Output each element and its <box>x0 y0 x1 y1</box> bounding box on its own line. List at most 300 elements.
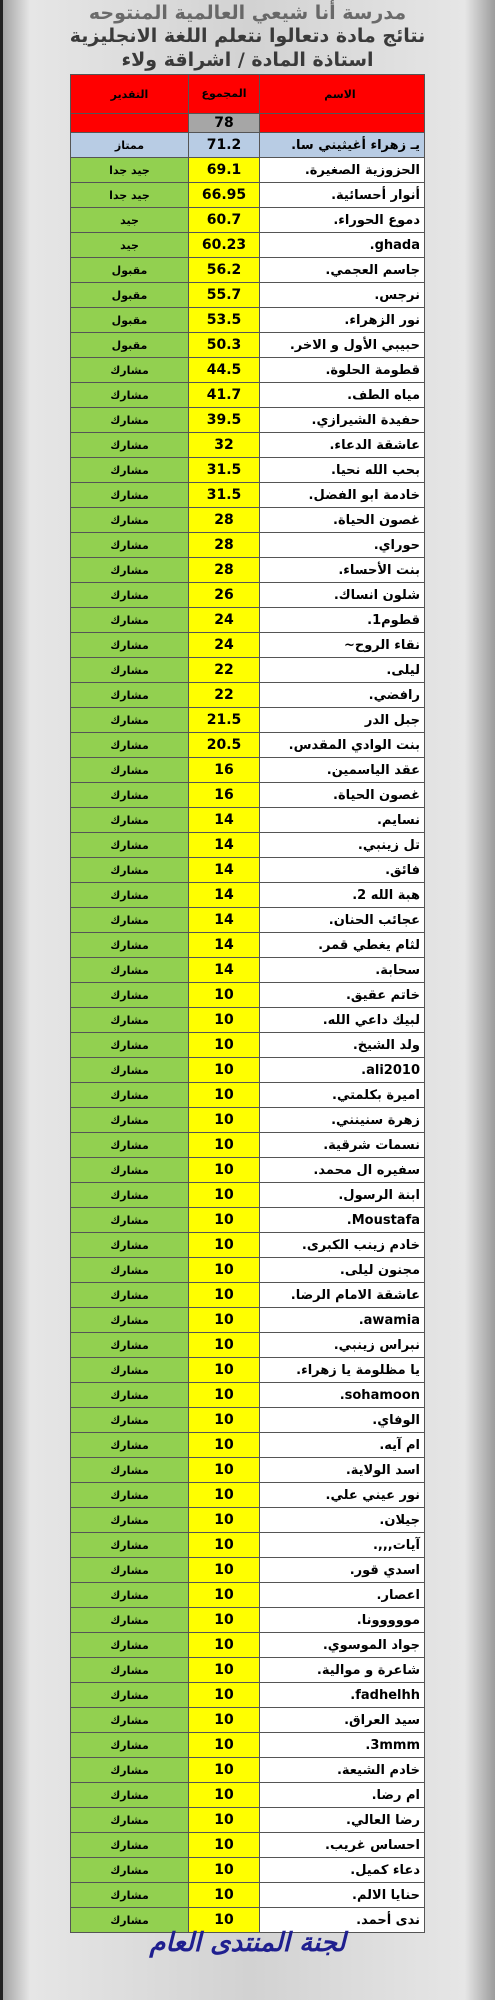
name-cell: غصون الحياة. <box>260 508 425 533</box>
table-row <box>71 733 425 758</box>
score-cell: 10 <box>189 1183 260 1208</box>
grade-cell: مشارك <box>71 733 189 758</box>
score-cell: 10 <box>189 1133 260 1158</box>
name-cell: ام رضا. <box>260 1783 425 1808</box>
grade-cell: مشارك <box>71 858 189 883</box>
name-cell: خادم الشيعة. <box>260 1758 425 1783</box>
score-cell: 10 <box>189 1283 260 1308</box>
score-cell: 16 <box>189 783 260 808</box>
table-row <box>71 633 425 658</box>
name-cell: ali2010. <box>260 1058 425 1083</box>
grade-cell: مشارك <box>71 1258 189 1283</box>
name-cell: زهرة سنينني. <box>260 1108 425 1133</box>
score-cell: 32 <box>189 433 260 458</box>
name-cell: سحابة. <box>260 958 425 983</box>
score-cell: 10 <box>189 1858 260 1883</box>
name-cell: 3mmm. <box>260 1733 425 1758</box>
grade-cell: مشارك <box>71 1908 189 1933</box>
table-row <box>71 983 425 1008</box>
grade-cell: مشارك <box>71 408 189 433</box>
grade-cell: مشارك <box>71 1458 189 1483</box>
table-row <box>71 1208 425 1233</box>
grade-cell: مشارك <box>71 658 189 683</box>
name-cell: رافضي. <box>260 683 425 708</box>
score-cell: 60.23 <box>189 233 260 258</box>
score-cell: 10 <box>189 1458 260 1483</box>
grade-cell: مشارك <box>71 983 189 1008</box>
grade-cell: مشارك <box>71 1433 189 1458</box>
grade-cell: جيد جدا <box>71 158 189 183</box>
score-cell: 10 <box>189 1633 260 1658</box>
grade-cell: مقبول <box>71 258 189 283</box>
table-row <box>71 858 425 883</box>
grade-cell: مشارك <box>71 933 189 958</box>
score-cell: 28 <box>189 508 260 533</box>
score-cell: 10 <box>189 1083 260 1108</box>
grade-cell: مشارك <box>71 1708 189 1733</box>
score-cell: 10 <box>189 1808 260 1833</box>
grade-cell: مقبول <box>71 283 189 308</box>
table-row <box>71 583 425 608</box>
table-row <box>71 1308 425 1333</box>
grade-column-header: التقدير <box>71 75 189 114</box>
table-row <box>71 433 425 458</box>
name-cell: بنت الوادي المقدس. <box>260 733 425 758</box>
max-score-blank-cell <box>260 114 425 133</box>
name-cell: حنايا الالم. <box>260 1883 425 1908</box>
score-cell: 53.5 <box>189 308 260 333</box>
score-cell: 10 <box>189 1783 260 1808</box>
score-cell: 10 <box>189 1733 260 1758</box>
grade-cell: مشارك <box>71 558 189 583</box>
score-cell: 10 <box>189 1233 260 1258</box>
table-row <box>71 483 425 508</box>
grade-cell: مشارك <box>71 1358 189 1383</box>
table-row <box>71 308 425 333</box>
name-cell: فائق. <box>260 858 425 883</box>
table-row <box>71 1033 425 1058</box>
name-cell: لثام يغطي قمر. <box>260 933 425 958</box>
score-cell: 10 <box>189 1308 260 1333</box>
score-cell: 10 <box>189 1833 260 1858</box>
grade-cell: مشارك <box>71 1658 189 1683</box>
grade-cell: مشارك <box>71 1208 189 1233</box>
grade-cell: مشارك <box>71 633 189 658</box>
score-cell: 66.95 <box>189 183 260 208</box>
grade-cell: مشارك <box>71 1758 189 1783</box>
name-cell: شاعرة و موالية. <box>260 1658 425 1683</box>
table-row <box>71 883 425 908</box>
grade-cell: مشارك <box>71 883 189 908</box>
score-cell: 22 <box>189 658 260 683</box>
score-cell: 26 <box>189 583 260 608</box>
table-row <box>71 608 425 633</box>
name-cell: أنوار أحسائية. <box>260 183 425 208</box>
teacher-credit: استاذة المادة / اشراقة ولاء <box>121 49 374 71</box>
name-cell: نور عيني علي. <box>260 1483 425 1508</box>
table-row <box>71 758 425 783</box>
score-cell: 44.5 <box>189 358 260 383</box>
name-cell: خادم زينب الكبرى. <box>260 1233 425 1258</box>
grade-cell: مشارك <box>71 1083 189 1108</box>
max-score-blank-cell <box>71 114 189 133</box>
grade-cell: جيد جدا <box>71 183 189 208</box>
grade-cell: مشارك <box>71 1158 189 1183</box>
name-cell: ghada. <box>260 233 425 258</box>
score-cell: 10 <box>189 1383 260 1408</box>
grade-cell: مشارك <box>71 458 189 483</box>
score-cell: 14 <box>189 908 260 933</box>
score-cell: 24 <box>189 608 260 633</box>
max-score-row <box>71 114 425 133</box>
grade-cell: ممتاز <box>71 133 189 158</box>
table-row <box>71 933 425 958</box>
score-cell: 31.5 <box>189 483 260 508</box>
table-row <box>71 1458 425 1483</box>
score-cell: 14 <box>189 883 260 908</box>
name-cell: آيات,,,. <box>260 1533 425 1558</box>
table-row <box>71 333 425 358</box>
grade-cell: مشارك <box>71 708 189 733</box>
grade-cell: مشارك <box>71 483 189 508</box>
table-row <box>71 833 425 858</box>
name-cell: ابنة الرسول. <box>260 1183 425 1208</box>
grade-cell: مشارك <box>71 1183 189 1208</box>
name-cell: مووووونا. <box>260 1608 425 1633</box>
score-cell: 69.1 <box>189 158 260 183</box>
grade-cell: مشارك <box>71 1483 189 1508</box>
score-cell: 39.5 <box>189 408 260 433</box>
grade-cell: مشارك <box>71 683 189 708</box>
name-cell: سفيره ال محمد. <box>260 1158 425 1183</box>
score-cell: 10 <box>189 1108 260 1133</box>
grade-cell: مشارك <box>71 1858 189 1883</box>
max-score-cell: 78 <box>189 114 260 133</box>
score-cell: 10 <box>189 1608 260 1633</box>
name-cell: حفيدة الشيرازي. <box>260 408 425 433</box>
grade-cell: مشارك <box>71 533 189 558</box>
grade-cell: مشارك <box>71 958 189 983</box>
score-column-header-label: المجموع <box>189 87 259 101</box>
table-row <box>71 708 425 733</box>
name-cell: غصون الحياة. <box>260 783 425 808</box>
table-row <box>71 1258 425 1283</box>
table-row <box>71 1683 425 1708</box>
table-row <box>71 1658 425 1683</box>
table-row <box>71 383 425 408</box>
grade-cell: مشارك <box>71 1008 189 1033</box>
grade-cell: مشارك <box>71 1558 189 1583</box>
grade-cell: مشارك <box>71 1883 189 1908</box>
left-frame-border <box>0 0 3 2000</box>
grade-cell: مشارك <box>71 433 189 458</box>
name-cell: شلون انساك. <box>260 583 425 608</box>
table-row <box>71 533 425 558</box>
score-cell: 21.5 <box>189 708 260 733</box>
table-row <box>71 1133 425 1158</box>
name-cell: قطوم1. <box>260 608 425 633</box>
score-cell: 10 <box>189 1058 260 1083</box>
grade-cell: مشارك <box>71 833 189 858</box>
score-cell: 10 <box>189 1258 260 1283</box>
table-row <box>71 1283 425 1308</box>
table-row <box>71 1533 425 1558</box>
name-cell: نور الزهراء. <box>260 308 425 333</box>
name-cell: نرجس. <box>260 283 425 308</box>
name-cell: اعصار. <box>260 1583 425 1608</box>
grade-cell: مشارك <box>71 1283 189 1308</box>
score-cell: 10 <box>189 1408 260 1433</box>
results-title: نتائج مادة دتعالوا نتعلم اللغة الانجليزية <box>69 25 426 47</box>
table-row <box>71 508 425 533</box>
score-column-header <box>189 75 260 114</box>
table-row <box>71 1108 425 1133</box>
grade-cell: مشارك <box>71 1633 189 1658</box>
grade-cell: مشارك <box>71 1533 189 1558</box>
table-row <box>71 558 425 583</box>
name-cell: مياه الطف. <box>260 383 425 408</box>
name-cell: عجائب الحنان. <box>260 908 425 933</box>
score-cell: 10 <box>189 1683 260 1708</box>
name-cell: هبة الله 2. <box>260 883 425 908</box>
grade-cell: جيد <box>71 208 189 233</box>
name-cell: عاشقة الامام الرضا. <box>260 1283 425 1308</box>
grade-cell: مشارك <box>71 1058 189 1083</box>
name-cell: جبل الدر <box>260 708 425 733</box>
table-row <box>71 1883 425 1908</box>
score-cell: 10 <box>189 1483 260 1508</box>
table-row <box>71 908 425 933</box>
table-row <box>71 1408 425 1433</box>
name-cell: سيد العراق. <box>260 1708 425 1733</box>
name-cell: نسمات شرقية. <box>260 1133 425 1158</box>
score-cell: 10 <box>189 1358 260 1383</box>
score-cell: 10 <box>189 1758 260 1783</box>
score-cell: 10 <box>189 1333 260 1358</box>
name-cell: sohamoon. <box>260 1383 425 1408</box>
grade-cell: مشارك <box>71 908 189 933</box>
school-title: مدرسة أنا شيعي العالمية المنتوحه <box>88 2 407 24</box>
name-cell: fadhelhh. <box>260 1683 425 1708</box>
grade-cell: مشارك <box>71 1308 189 1333</box>
grade-cell: مشارك <box>71 1108 189 1133</box>
name-cell: لبيك داعي الله. <box>260 1008 425 1033</box>
table-row <box>71 658 425 683</box>
table-row <box>71 283 425 308</box>
name-cell: نبراس زينبي. <box>260 1333 425 1358</box>
table-row <box>71 1483 425 1508</box>
score-cell: 10 <box>189 1708 260 1733</box>
grade-cell: مقبول <box>71 308 189 333</box>
table-row <box>71 1558 425 1583</box>
table-row <box>71 1583 425 1608</box>
name-cell: جاسم العجمي. <box>260 258 425 283</box>
grade-cell: مشارك <box>71 1033 189 1058</box>
name-cell: بحب الله نحيا. <box>260 458 425 483</box>
score-cell: 28 <box>189 558 260 583</box>
name-cell: نقاء الروح~ <box>260 633 425 658</box>
grade-cell: مشارك <box>71 1333 189 1358</box>
table-row <box>71 1008 425 1033</box>
score-cell: 14 <box>189 933 260 958</box>
table-row <box>71 1608 425 1633</box>
name-cell: احساس غريب. <box>260 1833 425 1858</box>
name-cell: جواد الموسوي. <box>260 1633 425 1658</box>
grade-cell: مشارك <box>71 583 189 608</box>
table-row <box>71 1358 425 1383</box>
score-cell: 10 <box>189 1208 260 1233</box>
grade-cell: مشارك <box>71 1683 189 1708</box>
table-row <box>71 683 425 708</box>
name-cell: ولد الشيخ. <box>260 1033 425 1058</box>
grade-cell: جيد <box>71 233 189 258</box>
grade-cell: مشارك <box>71 1808 189 1833</box>
score-cell: 10 <box>189 1658 260 1683</box>
grade-cell: مشارك <box>71 1833 189 1858</box>
grade-cell: مشارك <box>71 383 189 408</box>
score-cell: 10 <box>189 1158 260 1183</box>
results-table <box>70 74 425 1933</box>
table-row <box>71 258 425 283</box>
score-cell: 10 <box>189 1883 260 1908</box>
table-row <box>71 1058 425 1083</box>
table-row <box>71 1158 425 1183</box>
score-cell: 16 <box>189 758 260 783</box>
table-row <box>71 1233 425 1258</box>
name-column-header: الاسم <box>260 75 425 114</box>
name-cell: Moustafa. <box>260 1208 425 1233</box>
grade-cell: مشارك <box>71 1383 189 1408</box>
name-cell: عقد الياسمين. <box>260 758 425 783</box>
score-cell: 55.7 <box>189 283 260 308</box>
score-cell: 22 <box>189 683 260 708</box>
name-cell: ليلى. <box>260 658 425 683</box>
name-cell: دعاء كميل. <box>260 1858 425 1883</box>
grade-cell: مشارك <box>71 1608 189 1633</box>
grade-cell: مشارك <box>71 1508 189 1533</box>
table-row <box>71 358 425 383</box>
table-row <box>71 1333 425 1358</box>
table-row <box>71 1858 425 1883</box>
name-cell: awamia. <box>260 1308 425 1333</box>
score-cell: 50.3 <box>189 333 260 358</box>
grade-cell: مشارك <box>71 1583 189 1608</box>
table-row <box>71 808 425 833</box>
name-cell: خادمة ابو الفضل. <box>260 483 425 508</box>
score-cell: 60.7 <box>189 208 260 233</box>
name-cell: اميرة بكلمتي. <box>260 1083 425 1108</box>
grade-cell: مشارك <box>71 608 189 633</box>
score-cell: 10 <box>189 1508 260 1533</box>
name-cell: يـ زهراء أغيثيني سا. <box>260 133 425 158</box>
name-cell: جيلان. <box>260 1508 425 1533</box>
score-cell: 71.2 <box>189 133 260 158</box>
grade-cell: مشارك <box>71 1233 189 1258</box>
footer-signature: لجنة المنتدى العام <box>149 1928 346 1958</box>
name-cell: الوفاي. <box>260 1408 425 1433</box>
name-cell: عاشقة الدعاء. <box>260 433 425 458</box>
table-row <box>71 233 425 258</box>
name-cell: قطومة الحلوة. <box>260 358 425 383</box>
score-cell: 10 <box>189 983 260 1008</box>
table-row <box>71 1733 425 1758</box>
score-cell: 14 <box>189 808 260 833</box>
table-header-row <box>71 75 425 114</box>
table-row <box>71 1383 425 1408</box>
score-cell: 14 <box>189 958 260 983</box>
score-cell: 14 <box>189 833 260 858</box>
table-row <box>71 1833 425 1858</box>
score-cell: 31.5 <box>189 458 260 483</box>
table-row <box>71 1633 425 1658</box>
name-cell: بنت الأحساء. <box>260 558 425 583</box>
grade-cell: مشارك <box>71 508 189 533</box>
score-cell: 56.2 <box>189 258 260 283</box>
grade-cell: مشارك <box>71 758 189 783</box>
score-cell: 10 <box>189 1433 260 1458</box>
table-row <box>71 1508 425 1533</box>
table-row <box>71 1083 425 1108</box>
score-cell: 10 <box>189 1533 260 1558</box>
table-row <box>71 183 425 208</box>
score-cell: 10 <box>189 1033 260 1058</box>
grade-cell: مشارك <box>71 1133 189 1158</box>
grade-cell: مشارك <box>71 1783 189 1808</box>
name-cell: ام آيه. <box>260 1433 425 1458</box>
name-cell: نسايم. <box>260 808 425 833</box>
name-cell: اسدي قور. <box>260 1558 425 1583</box>
grade-cell: مشارك <box>71 808 189 833</box>
score-cell: 14 <box>189 858 260 883</box>
table-row <box>71 158 425 183</box>
table-row <box>71 458 425 483</box>
score-cell: 41.7 <box>189 383 260 408</box>
grade-cell: مشارك <box>71 1733 189 1758</box>
score-cell: 10 <box>189 1908 260 1933</box>
page-header <box>0 0 495 72</box>
table-row <box>71 1808 425 1833</box>
name-cell: دموع الحوراء. <box>260 208 425 233</box>
table-row <box>71 1758 425 1783</box>
table-row <box>71 1783 425 1808</box>
score-cell: 28 <box>189 533 260 558</box>
score-cell: 10 <box>189 1583 260 1608</box>
score-cell: 10 <box>189 1558 260 1583</box>
name-cell: الحزوزية الصغيرة. <box>260 158 425 183</box>
score-cell: 20.5 <box>189 733 260 758</box>
name-cell: مجنون ليلى. <box>260 1258 425 1283</box>
table-row <box>71 1433 425 1458</box>
table-row <box>71 208 425 233</box>
grade-cell: مقبول <box>71 333 189 358</box>
name-cell: رضا العالي. <box>260 1808 425 1833</box>
grade-cell: مشارك <box>71 358 189 383</box>
name-cell: يا مظلومة يا زهراء. <box>260 1358 425 1383</box>
table-row <box>71 783 425 808</box>
table-row <box>71 133 425 158</box>
table-row <box>71 1708 425 1733</box>
name-cell: حبيبي الأول و الاخر. <box>260 333 425 358</box>
table-row <box>71 408 425 433</box>
name-cell: ندى أحمد. <box>260 1908 425 1933</box>
score-cell: 10 <box>189 1008 260 1033</box>
table-row <box>71 958 425 983</box>
name-cell: تل زينبي. <box>260 833 425 858</box>
grade-cell: مشارك <box>71 1408 189 1433</box>
table-row <box>71 1183 425 1208</box>
score-cell: 24 <box>189 633 260 658</box>
grade-cell: مشارك <box>71 783 189 808</box>
